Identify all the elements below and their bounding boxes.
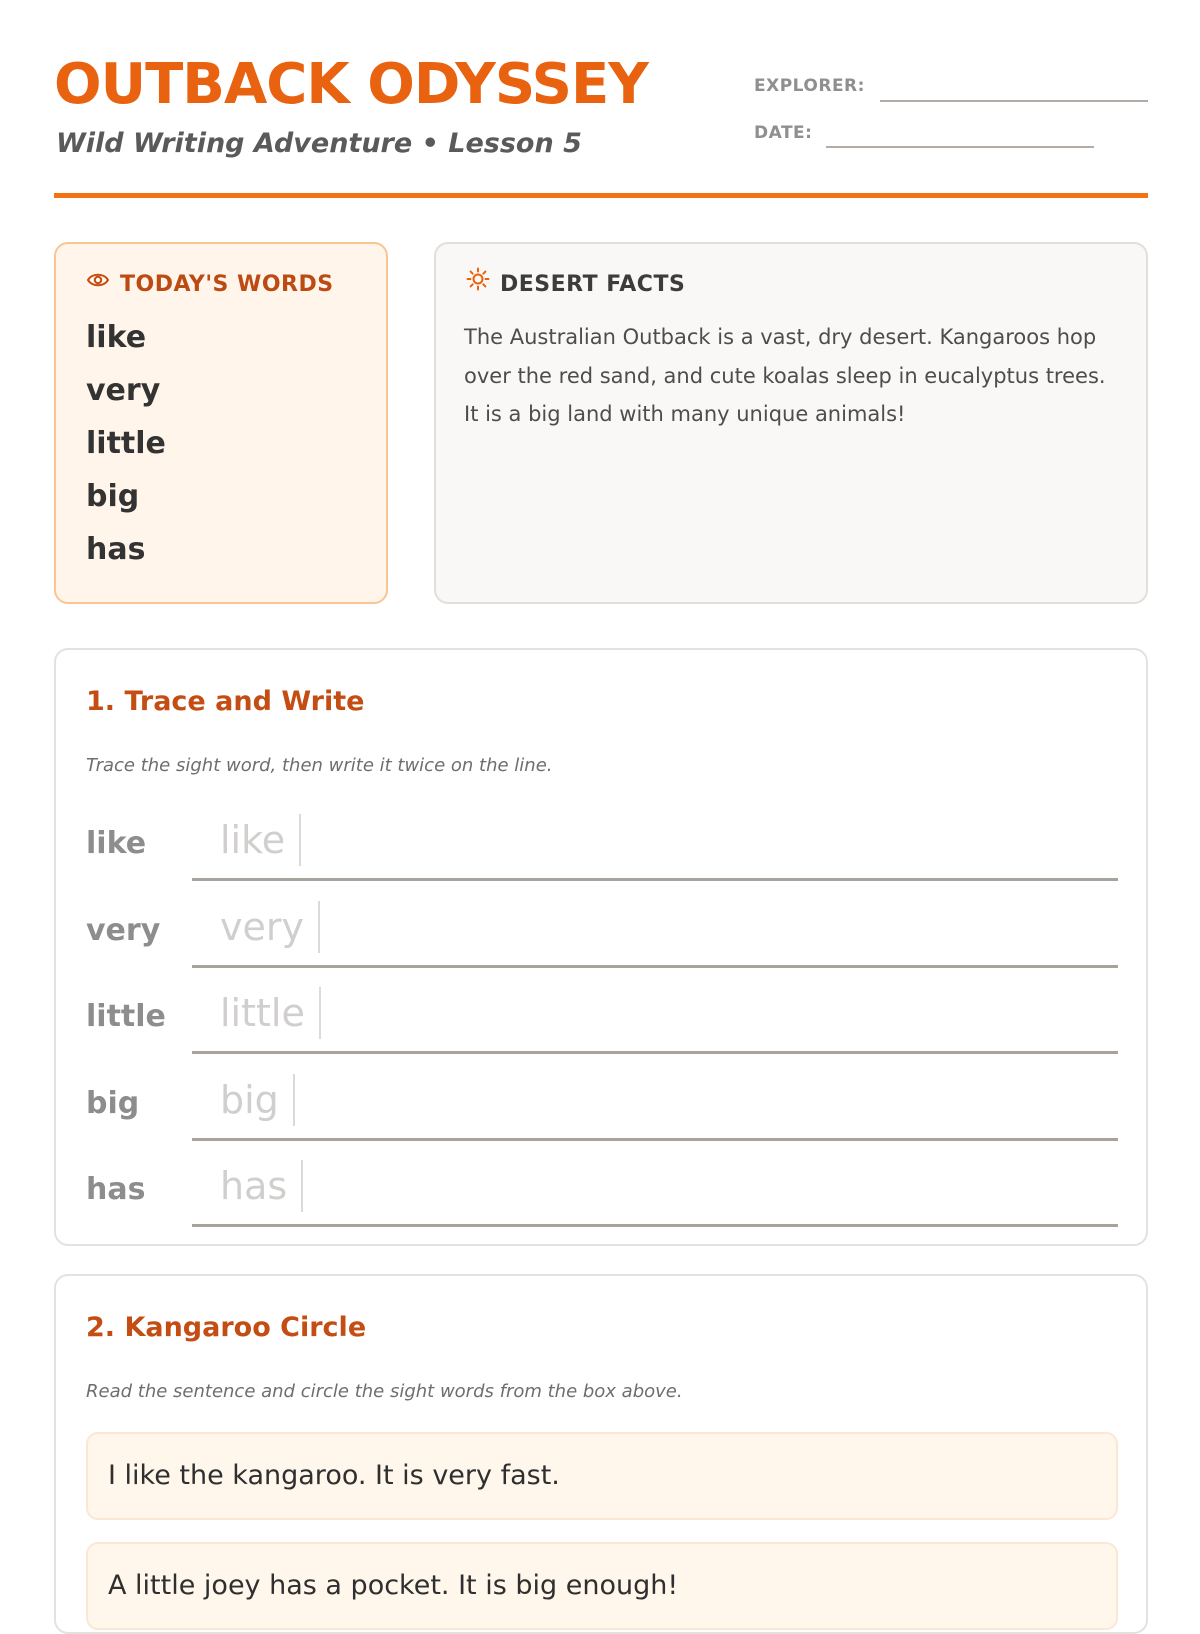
header-divider (54, 193, 1148, 198)
word-item: like (86, 320, 147, 355)
trace-row (56, 810, 1146, 890)
writing-line[interactable] (192, 1051, 1118, 1054)
trace-row (56, 897, 1146, 977)
desert-facts-heading (466, 270, 685, 300)
todays-words-title: TODAY'S WORDS (120, 272, 334, 297)
writing-line[interactable] (192, 1138, 1118, 1141)
section-instruction: Trace the sight word, then write it twice on the line. (86, 755, 553, 776)
page-subtitle: Wild Writing Adventure • Lesson 5 (56, 128, 582, 159)
section-instruction: Read the sentence and circle the sight words from the box above. (86, 1381, 683, 1402)
section-title: 1. Trace and Write (86, 686, 365, 717)
word-list (86, 316, 166, 581)
trace-word-label: big (86, 1086, 140, 1121)
todays-words-box (54, 242, 388, 604)
writing-line[interactable] (192, 878, 1118, 881)
trace-row (56, 1156, 1146, 1236)
page-title: OUTBACK ODYSSEY (54, 52, 648, 117)
trace-word-label: has (86, 1172, 146, 1207)
eye-icon (86, 268, 110, 298)
word-item: very (86, 373, 161, 408)
desert-facts-box (434, 242, 1148, 604)
date-field[interactable] (826, 146, 1094, 148)
writing-line[interactable] (192, 965, 1118, 968)
explorer-label: EXPLORER: (754, 76, 865, 96)
sentence-card[interactable]: I like the kangaroo. It is very fast. (86, 1432, 1118, 1520)
desert-facts-title: DESERT FACTS (500, 272, 686, 297)
trace-word-guide: very (206, 901, 320, 953)
trace-word-guide: like (206, 814, 301, 866)
trace-word-guide: little (206, 987, 321, 1039)
trace-write-section (54, 648, 1148, 1246)
word-item: big (86, 479, 140, 514)
writing-line[interactable] (192, 1224, 1118, 1227)
explorer-field[interactable] (880, 100, 1148, 102)
trace-word-label: little (86, 999, 166, 1034)
trace-word-guide: has (206, 1160, 303, 1212)
trace-row (56, 1070, 1146, 1150)
trace-word-label: like (86, 826, 147, 861)
kangaroo-circle-section (54, 1274, 1148, 1634)
section-title: 2. Kangaroo Circle (86, 1312, 367, 1343)
word-item: has (86, 532, 146, 567)
todays-words-heading (86, 270, 334, 300)
trace-word-label: very (86, 913, 161, 948)
sun-icon (466, 267, 490, 300)
word-item: little (86, 426, 166, 461)
trace-row (56, 983, 1146, 1063)
desert-facts-text: The Australian Outback is a vast, dry desert. Kangaroos hop over the red sand, and cute koalas sleep in eucalyptus trees. It is a big land with many unique animals! (464, 325, 1106, 426)
date-label: DATE: (754, 123, 813, 143)
trace-word-guide: big (206, 1074, 295, 1126)
sentence-card[interactable]: A little joey has a pocket. It is big enough! (86, 1542, 1118, 1630)
